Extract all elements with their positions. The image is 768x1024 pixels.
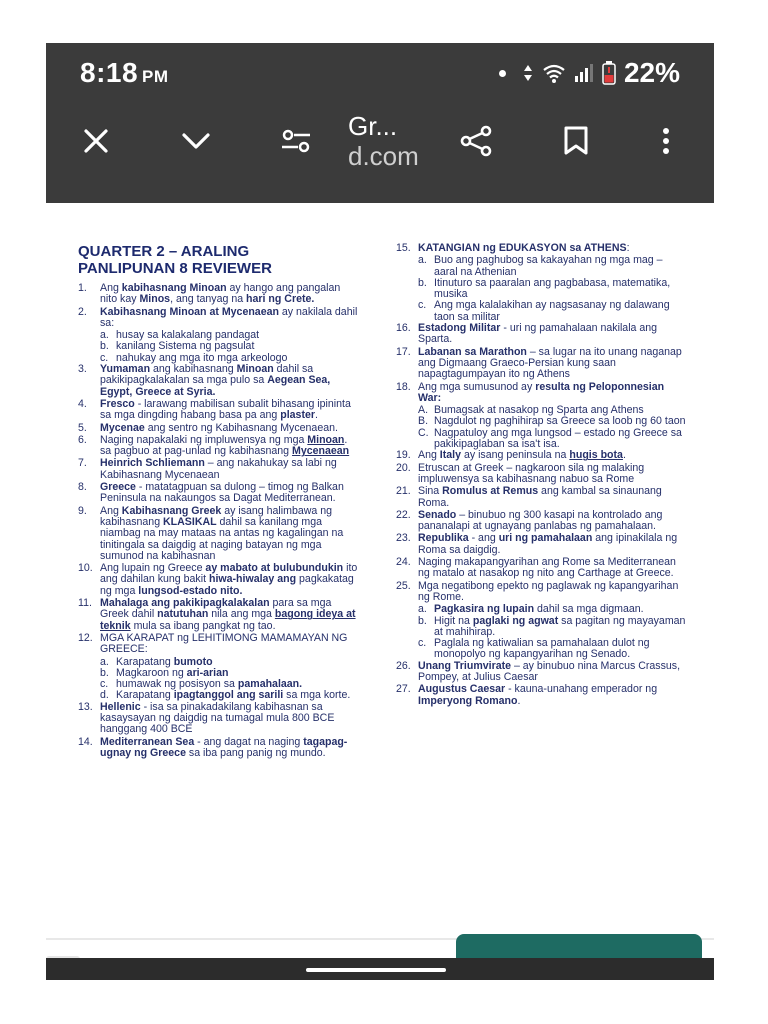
item-number: 20. bbox=[396, 461, 411, 474]
document-title-line2: PANLIPUNAN 8 REVIEWER bbox=[78, 260, 272, 277]
reviewer-item-text: Karapatang ipagtanggol ang sarili sa mga korte. bbox=[116, 689, 351, 702]
sub-item-letter: B. bbox=[418, 415, 429, 428]
gesture-handle[interactable] bbox=[306, 968, 446, 972]
item-number: 4. bbox=[78, 397, 87, 410]
item-number: 16. bbox=[396, 322, 411, 335]
sub-item-letter: a. bbox=[100, 655, 109, 668]
bookmark-button[interactable] bbox=[554, 119, 598, 163]
reviewer-item bbox=[78, 364, 360, 398]
item-number: 19. bbox=[396, 449, 411, 462]
reviewer-item bbox=[396, 450, 686, 461]
item-number: 14. bbox=[78, 735, 93, 748]
page-title: Gr... bbox=[348, 111, 398, 141]
reviewer-item-text: Ang mga kalalakihan ay nagsasanay ng dalawang taon sa militar bbox=[434, 299, 670, 323]
item-number: 21. bbox=[396, 485, 411, 498]
reviewer-item bbox=[396, 684, 686, 707]
item-number: 3. bbox=[78, 363, 87, 376]
reviewer-item-text: Karapatang bumoto bbox=[116, 655, 213, 668]
reviewer-item-text: humawak ng posisyon sa pamahalaan. bbox=[116, 678, 303, 691]
close-button[interactable] bbox=[74, 119, 118, 163]
sub-item-letter: c. bbox=[100, 351, 109, 364]
notification-dot-icon bbox=[499, 70, 506, 77]
sub-item-letter: c. bbox=[418, 299, 427, 312]
reviewer-item-text: Ang Italy ay isang peninsula na hugis bota. bbox=[418, 449, 626, 462]
battery-icon bbox=[602, 61, 616, 85]
item-number: 1. bbox=[78, 282, 87, 294]
reviewer-item bbox=[78, 399, 360, 422]
reviewer-item-text: kanilang Sistema ng pagsulat bbox=[116, 340, 255, 353]
item-number: 17. bbox=[396, 345, 411, 358]
reviewer-item-text: Fresco - larawang mabilisan subalit bihasang ipininta sa mga dingding habang basa pa ang plaster. bbox=[100, 397, 351, 422]
share-button[interactable] bbox=[454, 119, 498, 163]
wifi-icon bbox=[542, 63, 566, 83]
reviewer-item bbox=[396, 510, 686, 533]
item-number: 24. bbox=[396, 556, 411, 569]
reviewer-item bbox=[396, 486, 686, 509]
share-icon bbox=[458, 125, 494, 157]
reviewer-item bbox=[396, 557, 686, 580]
reviewer-item bbox=[78, 563, 360, 597]
chevron-down-icon bbox=[181, 131, 211, 151]
item-number: 9. bbox=[78, 504, 87, 517]
reviewer-item-text: Ang Kabihasnang Greek ay isang halimbawa ng kabihasnang KLASIKAL dahil sa kanilang mga niambag na may mataas na antas ng kagalingan na tinitingala sa daigdig at naging batayan ng mga sumunod na kabihasnan bbox=[100, 504, 344, 562]
reviewer-item bbox=[396, 243, 686, 254]
time-value: 8:18 bbox=[80, 57, 139, 88]
reviewer-item bbox=[396, 382, 686, 405]
reviewer-item bbox=[396, 463, 686, 486]
reviewer-item bbox=[78, 435, 360, 458]
page-title-area[interactable] bbox=[348, 111, 419, 171]
reviewer-item-text: Naging makapangyarihan ang Rome sa Mediterranean ng matalo at nasakop ng nito ang Carthage at Greece. bbox=[418, 556, 676, 580]
reviewer-item-text: Mycenae ang sentro ng Kabihasnang Mycenaean. bbox=[100, 421, 338, 434]
reviewer-sub-item bbox=[418, 255, 686, 278]
item-number: 2. bbox=[78, 305, 87, 318]
reviewer-item bbox=[78, 598, 360, 632]
reviewer-item-text: Higit na paglaki ng agwat sa pagitan ng mayayaman at mahihirap. bbox=[434, 614, 686, 638]
item-number: 6. bbox=[78, 433, 87, 446]
reviewer-item-text: Greece - matatagpuan sa dulong – timog ng Balkan Peninsula na nakaungos sa Dagat Mediterranean. bbox=[100, 481, 344, 505]
reviewer-item-text: Buo ang paghubog sa kakayahan ng mga mag – aaral na Athenian bbox=[434, 254, 663, 278]
reviewer-item-text: Yumaman ang kabihasnang Minoan dahil sa pakikipagkalakalan sa mga pulo sa Aegean Sea, Egypt, Greece at Syria. bbox=[100, 363, 331, 398]
more-options-button[interactable] bbox=[644, 119, 688, 163]
item-number: 26. bbox=[396, 659, 411, 672]
reviewer-item bbox=[78, 482, 360, 505]
status-time bbox=[80, 57, 169, 89]
sub-item-letter: C. bbox=[418, 426, 429, 439]
reviewer-item-text: KATANGIAN ng EDUKASYON sa ATHENS: bbox=[418, 242, 630, 254]
reviewer-item-text: Paglala ng katiwalian sa pamahalaan dulot ng monopolyo ng kapangyarihan ng Senado. bbox=[434, 637, 650, 661]
reviewer-item-text: Etruscan at Greek – nagkaroon sila ng malaking impluwensya sa kabihasnang nabuo sa Rome bbox=[418, 461, 645, 485]
reviewer-item-text: Ang mga sumusunod ay resulta ng Peloponnesian War: bbox=[418, 380, 665, 404]
sub-item-letter: b. bbox=[100, 666, 109, 679]
reviewer-item-text: Itinuturo sa paaralan ang pagbabasa, matematika, musika bbox=[434, 276, 671, 301]
reviewer-item bbox=[396, 323, 686, 346]
sub-item-letter: a. bbox=[418, 254, 427, 267]
time-ampm: PM bbox=[142, 67, 169, 86]
sub-item-letter: b. bbox=[418, 614, 427, 627]
reviewer-item-text: Republika - ang uri ng pamahalaan ang ipinakilala ng Roma sa daigdig. bbox=[418, 532, 678, 556]
bookmark-icon bbox=[563, 126, 589, 156]
item-number: 10. bbox=[78, 562, 93, 575]
reviewer-item bbox=[78, 506, 360, 562]
reviewer-item-text: Hellenic - isa sa pinakadakilang kabihasnan sa kasaysayan ng daigdig na tumagal mula 800 BCE hanggang 400 BCE bbox=[100, 700, 335, 736]
reviewer-item-text: Estadong Militar - uri ng pamahalaan nakilala ang Sparta. bbox=[418, 322, 658, 346]
reviewer-item-text: Nagpatuloy ang mga lungsod – estado ng Greece sa pakikipaglaban sa isa't isa. bbox=[434, 426, 682, 451]
reviewer-item bbox=[396, 533, 686, 556]
item-number: 13. bbox=[78, 700, 93, 713]
reviewer-item bbox=[396, 581, 686, 604]
reviewer-item bbox=[78, 307, 360, 330]
reviewer-item-text: Augustus Caesar - kauna-unahang emperador ng Imperyong Romano. bbox=[418, 683, 658, 707]
reviewer-sub-item bbox=[418, 616, 686, 639]
reviewer-item-text: Magkaroon ng ari-arian bbox=[116, 666, 229, 679]
sub-item-letter: a. bbox=[100, 329, 109, 342]
reviewer-item bbox=[78, 423, 360, 434]
more-vert-icon bbox=[662, 127, 670, 155]
reviewer-item bbox=[78, 737, 360, 760]
reviewer-item-text: Kabihasnang Minoan at Mycenaean ay nakilala dahil sa: bbox=[100, 305, 358, 329]
reviewer-item bbox=[396, 347, 686, 381]
item-number: 25. bbox=[396, 579, 411, 592]
sub-item-letter: A. bbox=[418, 404, 429, 417]
item-number: 15. bbox=[396, 242, 411, 254]
reviewer-item-text: Nagdulot ng paghihirap sa Greece sa loob ng 60 taon bbox=[434, 415, 686, 428]
reviewer-item-text: Bumagsak at nasakop ng Sparta ang Athens bbox=[434, 404, 644, 417]
collapse-button[interactable] bbox=[174, 119, 218, 163]
item-number: 11. bbox=[78, 597, 92, 610]
reviewer-item-text: MGA KARAPAT ng LEHITIMONG MAMAMAYAN NG GREECE: bbox=[100, 631, 348, 656]
document-right-column bbox=[396, 243, 686, 708]
sub-item-letter: c. bbox=[418, 637, 427, 650]
signal-icon bbox=[574, 63, 594, 83]
reviewer-item-text: nahukay ang mga ito mga arkeologo bbox=[116, 351, 288, 364]
reviewer-item bbox=[78, 633, 360, 656]
status-bar bbox=[46, 43, 714, 101]
reviewer-item-text: Pagkasira ng lupain dahil sa mga digmaan. bbox=[434, 603, 644, 616]
reviewer-item-text: Naging napakalaki ng impluwensya ng mga Minoan. sa pagbuo at pag-unlad ng kabihasnang Mycenaean bbox=[100, 433, 350, 458]
reviewer-item bbox=[78, 702, 360, 736]
page-domain: d.com bbox=[348, 141, 419, 171]
browser-toolbar bbox=[46, 101, 714, 203]
item-number: 22. bbox=[396, 508, 411, 521]
sub-item-letter: c. bbox=[100, 678, 109, 691]
sub-item-letter: b. bbox=[418, 276, 427, 289]
item-number: 5. bbox=[78, 421, 87, 434]
sub-item-letter: d. bbox=[100, 689, 109, 702]
sub-item-letter: b. bbox=[100, 340, 109, 353]
reviewer-item-text: Mediterranean Sea - ang dagat na naging tagapag-ugnay ng Greece sa iba pang panig ng mundo. bbox=[100, 735, 348, 759]
reviewer-item-text: Ang lupain ng Greece ay mabato at bulubundukin ito ang dahilan kung bakit hiwa-hiwalay ang pagkakatag ng mga lungsod-estado nito. bbox=[100, 562, 358, 597]
data-arrows-icon bbox=[522, 63, 534, 83]
item-number: 12. bbox=[78, 631, 93, 644]
close-icon bbox=[82, 127, 110, 155]
battery-percent: 22% bbox=[623, 57, 680, 88]
reviewer-item-text: Sina Romulus at Remus ang kambal sa sinaunang Roma. bbox=[418, 485, 662, 509]
document-title-line1: QUARTER 2 – ARALING bbox=[78, 243, 250, 260]
reviewer-item-text: husay sa kalakalang pandagat bbox=[116, 329, 260, 342]
reviewer-item-text: Unang Triumvirate – ay binubuo nina Marcus Crassus, Pompey, at Julius Caesar bbox=[418, 659, 681, 683]
reviewer-sub-item bbox=[418, 638, 686, 661]
reviewer-item-text: Labanan sa Marathon – sa lugar na ito unang naganap ang Digmaang Graeco-Persian kung saan napagtagumpayan ito ng Athens bbox=[418, 345, 682, 381]
page-content[interactable] bbox=[46, 203, 714, 938]
reviewer-item bbox=[78, 458, 360, 481]
item-number: 8. bbox=[78, 481, 87, 494]
reviewer-item bbox=[78, 283, 360, 306]
phone-screen bbox=[46, 43, 714, 980]
sub-item-letter: a. bbox=[418, 603, 427, 616]
item-number: 23. bbox=[396, 532, 411, 545]
settings-sliders-icon bbox=[280, 128, 312, 154]
reviewer-item bbox=[396, 661, 686, 684]
reviewer-item-text: Mahalaga ang pakikipagkalakalan para sa mga Greek dahil natutuhan nila ang mga bagong ideya at teknik mula sa ibang pangkat ng tao. bbox=[100, 597, 356, 632]
site-settings-button[interactable] bbox=[274, 119, 318, 163]
reviewer-item-text: Mga negatibong epekto ng paglawak ng kapangyarihan ng Rome. bbox=[418, 579, 679, 603]
item-number: 7. bbox=[78, 457, 87, 470]
reviewer-item-text: Heinrich Schliemann – ang nakahukay sa labi ng Kabihasnang Mycenaean bbox=[100, 457, 337, 481]
status-icons bbox=[499, 57, 680, 89]
right-reviewer-list bbox=[396, 243, 686, 707]
left-reviewer-list bbox=[78, 283, 360, 759]
reviewer-item-text: Ang kabihasnang Minoan ay hango ang pangalan nito kay Minos, ang tanyag na hari ng Crete. bbox=[100, 282, 341, 306]
reviewer-item-text: Senado – binubuo ng 300 kasapi na kontrolado ang pananalapi at ugnayang panlabas ng pamahalaan. bbox=[418, 508, 663, 533]
reviewer-sub-item bbox=[418, 428, 686, 451]
reviewer-sub-item bbox=[418, 278, 686, 301]
item-number: 27. bbox=[396, 683, 411, 696]
document-left-column bbox=[78, 243, 360, 760]
reviewer-sub-item bbox=[418, 300, 686, 323]
item-number: 18. bbox=[396, 380, 411, 393]
document-title bbox=[78, 243, 360, 277]
